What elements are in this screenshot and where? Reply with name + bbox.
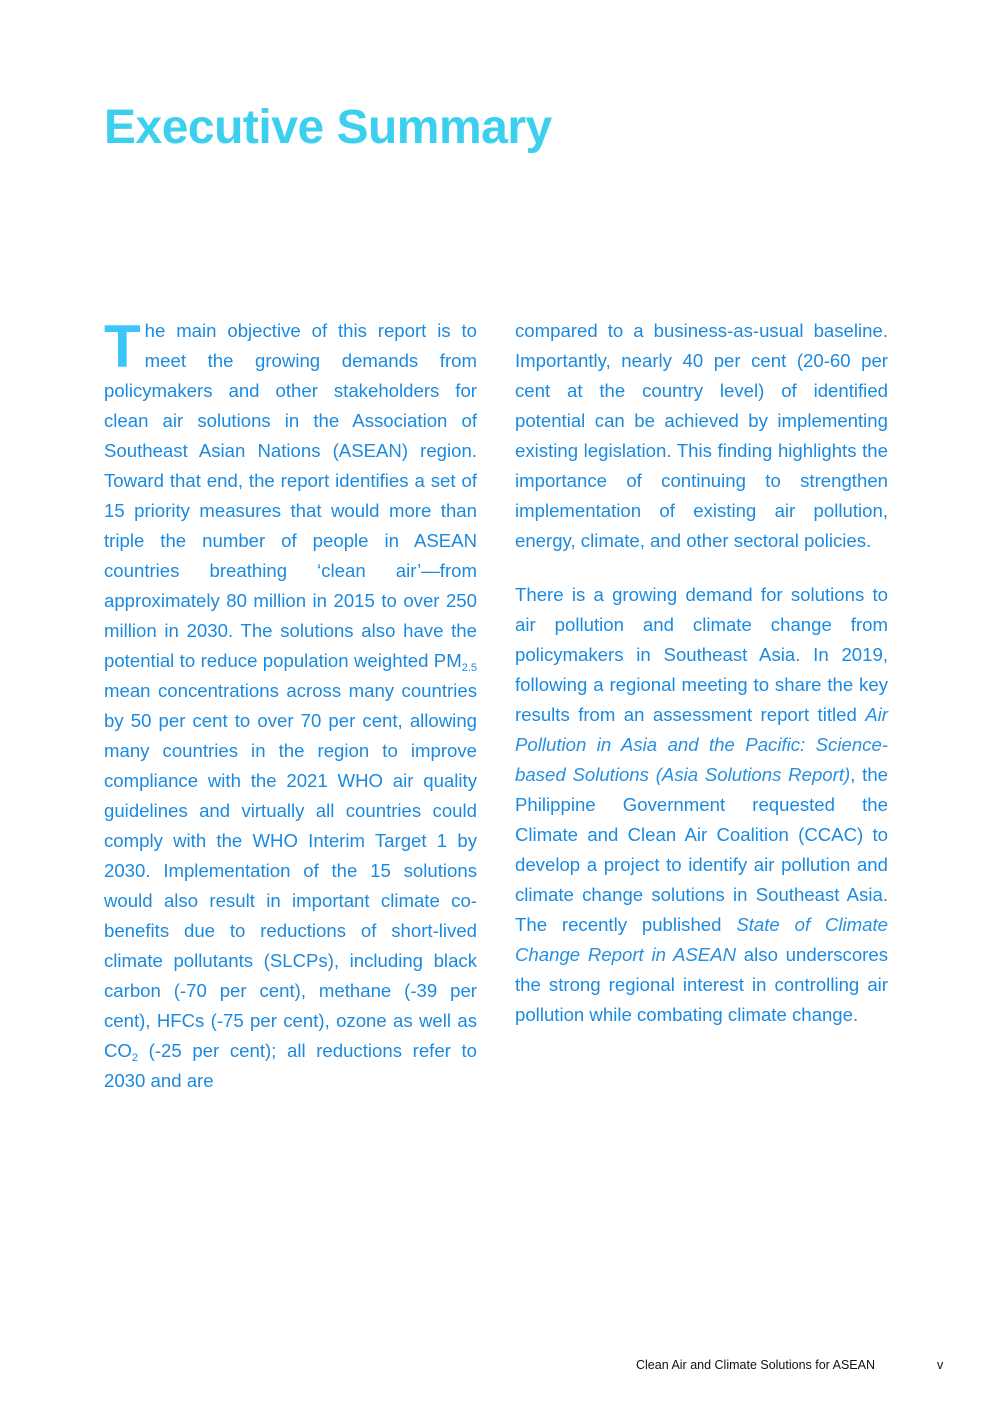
- text-segment: (-25 per cent); all reductions refer to 2030 and are: [104, 1040, 477, 1091]
- page-title: Executive Summary: [104, 101, 552, 154]
- text-segment: , the Philippine Government requested the Climate and Clean Air Coalition (CCAC) to develop a project to identify air pollution and climate change solutions in Southeast Asia. The recently published: [515, 764, 888, 935]
- column-left: [104, 313, 477, 1120]
- subscript-co2: 2: [131, 1052, 139, 1064]
- paragraph-intro: [104, 313, 477, 1096]
- report-title-asia-solutions: Air Pollution in Asia and the Pacific: Science-based Solutions (Asia Solutions Report): [515, 704, 888, 785]
- text-segment: he main objective of this report is to meet the growing demands from policymakers and other stakeholders for clean air solutions in the Association of Southeast Asian Nations (ASEAN) region. Toward that end, the report identifies a set of 15 priority measures that would more than triple the number of people in ASEAN countries breathing ‘clean air’—from approximately 80 million in 2015 to over 250 million in 2030. The solutions also have the potential to reduce population weighted PM: [104, 320, 477, 671]
- subscript-pm25: 2.5: [461, 662, 477, 674]
- page-number: v: [937, 1358, 944, 1372]
- report-title-state-of-climate: State of Climate Change Report in ASEAN: [515, 914, 889, 965]
- footer-title: Clean Air and Climate Solutions for ASEAN: [636, 1358, 876, 1372]
- text-segment: There is a growing demand for solutions to air pollution and climate change from policymakers in Southeast Asia. In 2019, following a regional meeting to share the key results from an assessment report titled: [515, 584, 888, 725]
- text-segment: also underscores the strong regional interest in controlling air pollution while combating climate change.: [515, 944, 888, 1025]
- drop-cap: T: [104, 313, 141, 380]
- paragraph-demand: [515, 580, 888, 1030]
- text-segment: mean concentrations across many countries by 50 per cent to over 70 per cent, allowing many countries in the region to improve compliance with the 2021 WHO air quality guidelines and virtually all countries could comply with the WHO Interim Target 1 by 2030. Implementation of the 15 solutions would also result in important climate co-benefits due to reductions of short-lived climate pollutants (SLCPs), including black carbon (-70 per cent), methane (-39 per cent), HFCs (-75 per cent), ozone as well as CO: [104, 680, 477, 1061]
- column-right: [515, 316, 888, 1054]
- paragraph-continuation: compared to a business-as-usual baseline. Importantly, nearly 40 per cent (20-60 per cent at the country level) of identified potential can be achieved by implementing existing legislation. This finding highlights the importance of continuing to strengthen implementation of existing air pollution, energy, climate, and other sectoral policies.: [515, 320, 888, 551]
